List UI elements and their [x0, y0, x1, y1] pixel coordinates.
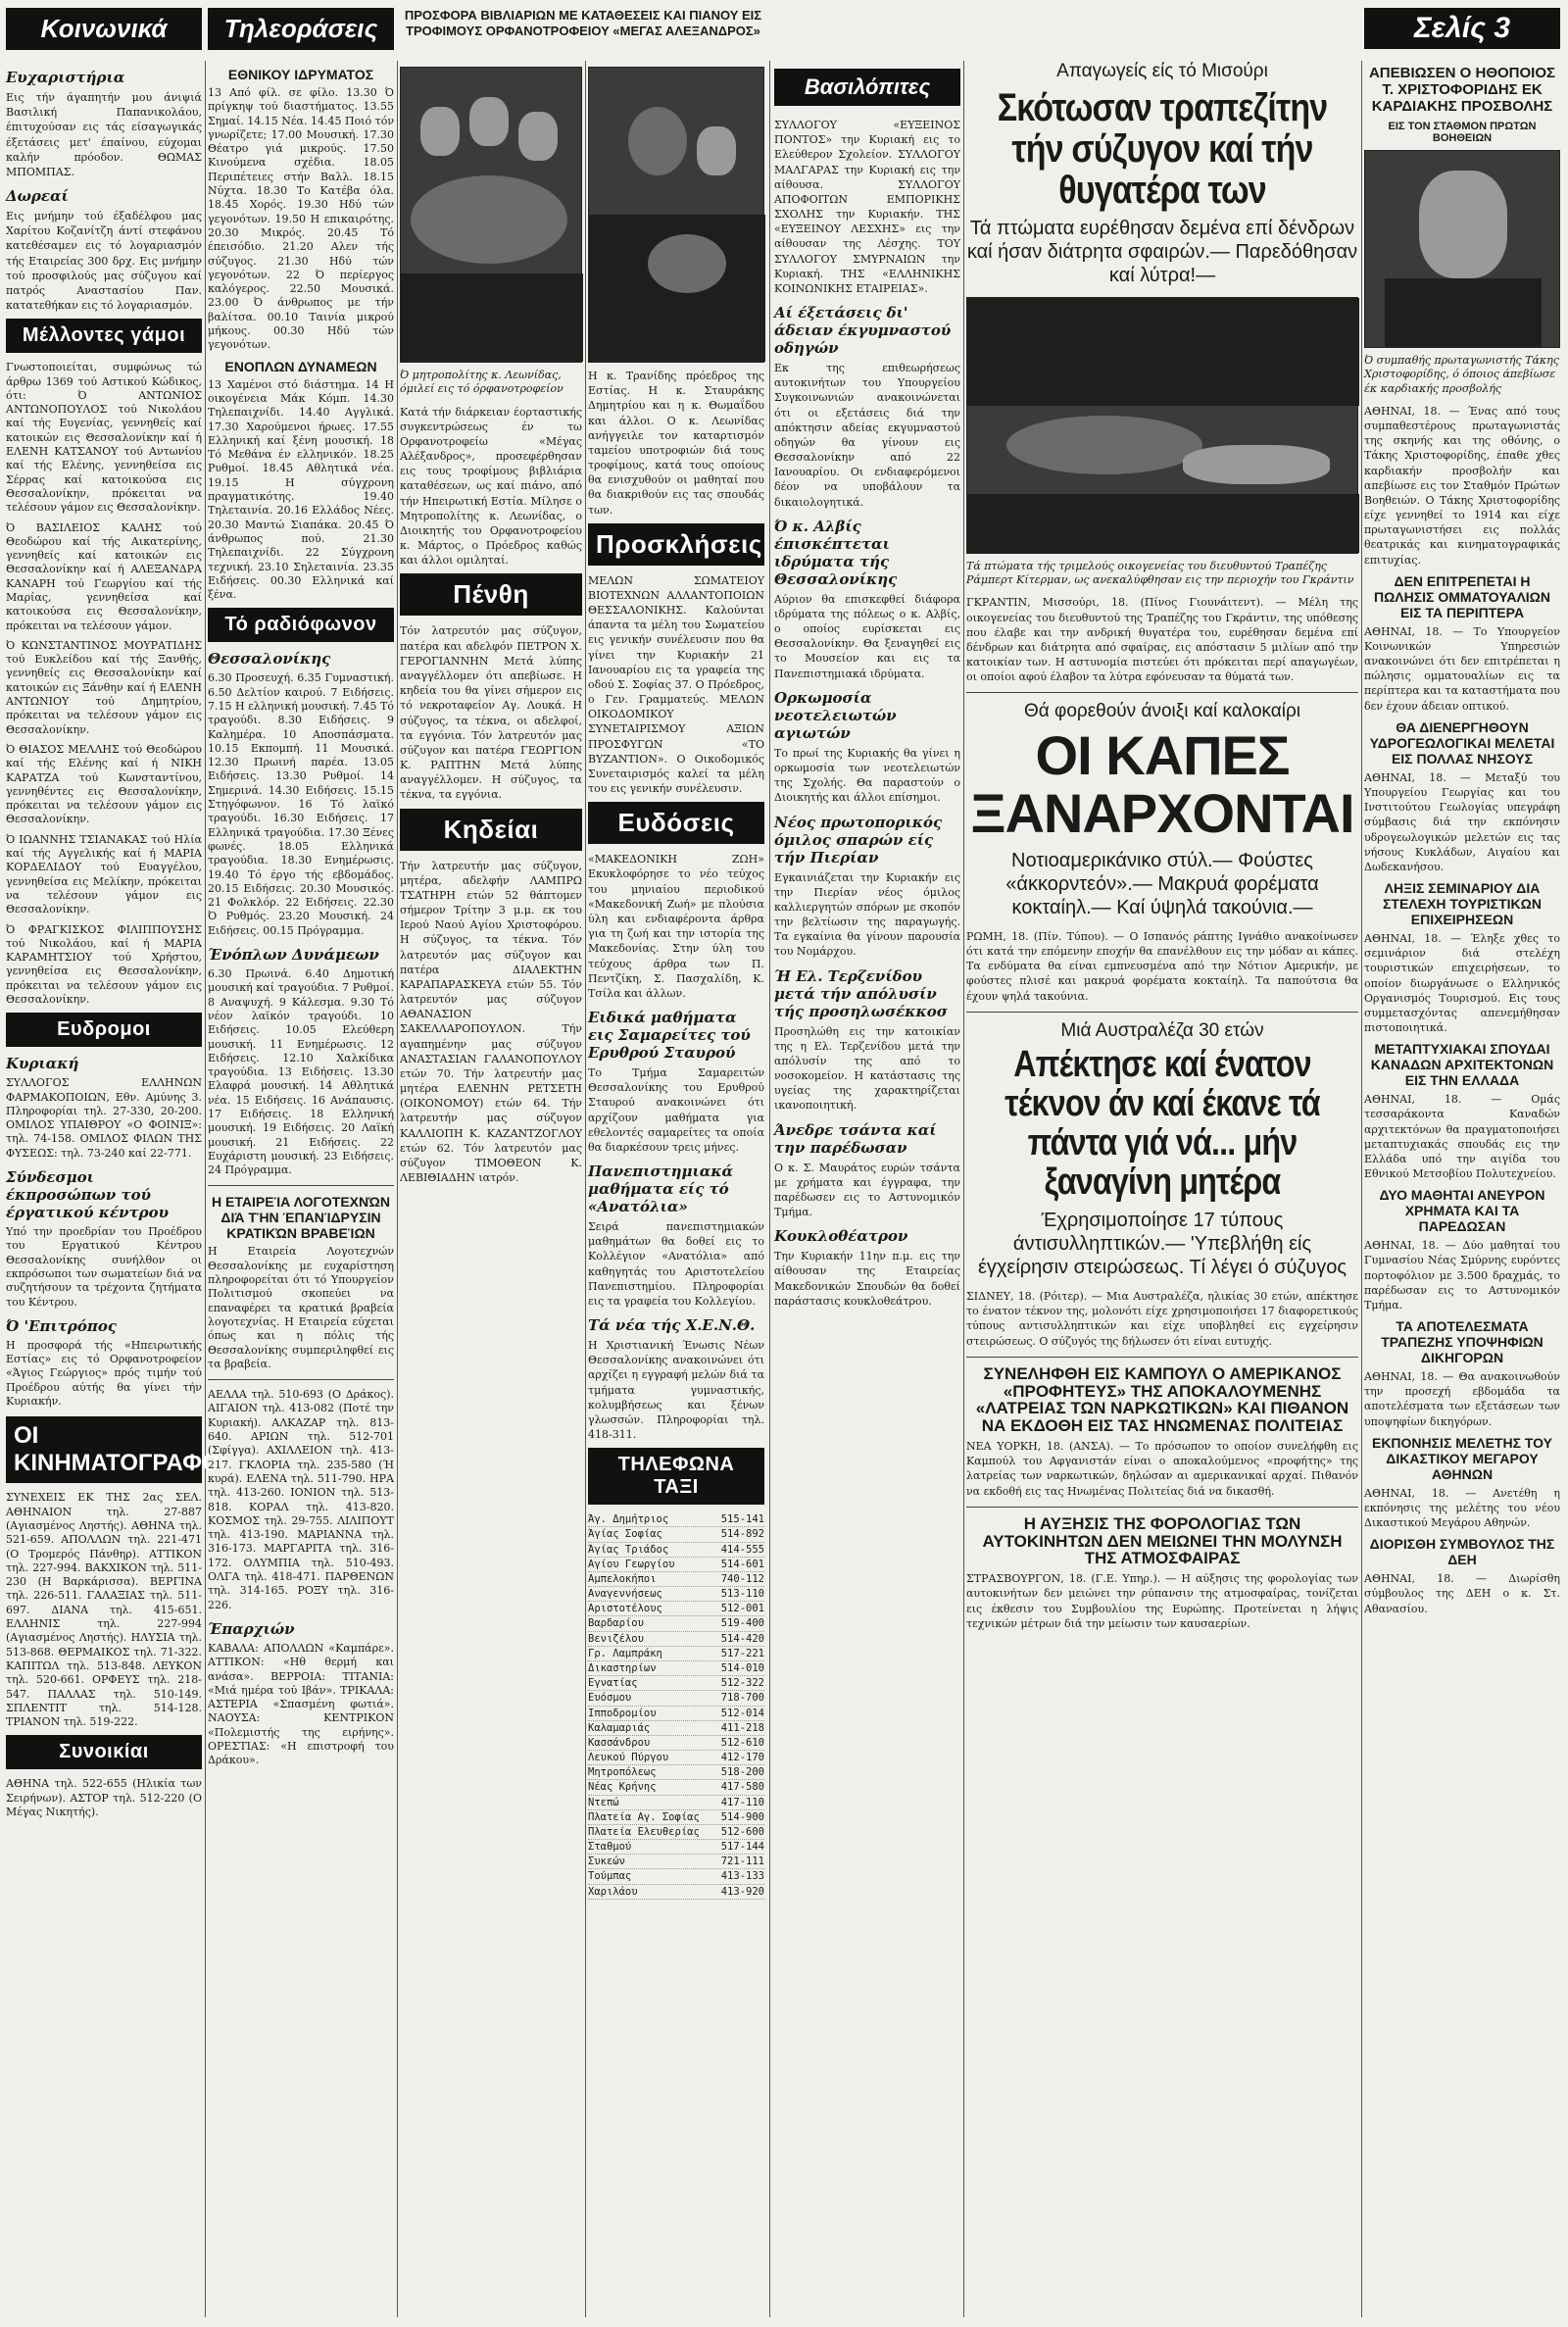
column-rule	[1361, 61, 1362, 2317]
article-text: Σειρά πανεπιστημιακών μαθημάτων θα δοθεί εις το Κολλέγιον «Ανατόλια» από καθηγητάς του Αριστοτελείου Πανεπιστημίου. Πληροφορίαι εις τα γραφεία του Κολλεγίου.	[588, 1220, 764, 1308]
taxi-phone: 517-144	[720, 1841, 764, 1854]
taxi-phone: 515-141	[720, 1513, 764, 1526]
taxi-row	[588, 1676, 764, 1691]
taxi-row	[588, 1751, 764, 1765]
taxi-area: Μητροπόλεως	[588, 1766, 657, 1779]
taxi-row	[588, 1840, 764, 1855]
taxi-phone: 414-555	[720, 1543, 764, 1556]
taxi-row	[588, 1796, 764, 1810]
article-text: ΣΤΡΑΣΒΟΥΡΓΟΝ, 18. (Γ.Ε. Υπηρ.). — Η αύξησις της φορολογίας των αυτοκινήτων δεν μειώνει την ρύπανσιν της ατμοσφαίρας, τονίζεται εις έκθεσιν του Συμβουλίου της Ευρώπης. Προτείνεται η λήψις τεχνικών μέτρων διά την μείωσιν των καυσαερίων.	[966, 1572, 1358, 1630]
radio-schedule: 6.30 Πρωινά. 6.40 Δημοτική μουσική καί τραγούδια. 7 Ρυθμοί. 8 Αναψυχή. 9 Κάλεσμα. 9.30 Τό νέον λαϊκόν τραγούδι. 10 Ειδήσεις. 10.05 Ελεύθερη μουσική. 11 Ενημέρωσις. 12 Ειδήσεις. 12.10 Χαλκίδικα τραγούδια. 13 Ειδήσεις. 13.30 Ελαφρά μουσική. 14 Αθλητικά νέα. 15 Ειδήσεις. 16 Ανάπαυσις. 17 Ειδήσεις. 18 Ελληνική μουσική. 19 Ειδήσεις. 20 Λαϊκή μουσική. 21 Ειδήσεις. 22 Ευχάριστη μουσική. 23 Ειδήσεις. 24 Πρόγραμμα.	[208, 967, 394, 1177]
article-text: ΑΘΗΝΑΙ, 18. — Διωρίσθη σύμβουλος της ΔΕΗ ο κ. Στ. Αθανασίου.	[1364, 1572, 1560, 1615]
subhead: Κουκλοθέατρον	[774, 1227, 908, 1246]
headline-missouri: Σκότωσαν τραπεζίτην τήν σύζυγον καί τήν θυγατέρα των	[997, 85, 1328, 212]
taxi-area: Αριστοτέλους	[588, 1603, 662, 1615]
taxi-row	[588, 1869, 764, 1884]
subhead: Σύνδεσμοι έκπροσώπων τού έργατικού κέντρου	[6, 1168, 170, 1222]
divider	[966, 1357, 1358, 1358]
column-rule	[585, 61, 586, 2317]
subhead: ΘΑ ΔΙΕΝΕΡΓΗΘΟΥΝ ΥΔΡΟΓΕΩΛΟΓΙΚΑΙ ΜΕΛΕΤΑΙ ΕΙΣ ΠΟΛΛΑΣ ΝΗΣΟΥΣ	[1369, 718, 1555, 767]
taxi-area: Χαριλάου	[588, 1885, 638, 1898]
section-head-taxi-phones: ΤΗΛΕΦΩΝΑ ΤΑΞΙ	[588, 1448, 764, 1505]
article-text: Ό ΙΩΑΝΝΗΣ ΤΣΙΑΝΑΚΑΣ τού Ηλία καί τής Αγγελικής καί ή ΜΑΡΙΑ ΚΟΡΔΕΛΙΔΟΥ τού Ευαγγέλου, γεννηθείσα εις Μελίκην, πρόκειται να τελέσουν γάμον εις Θεσσαλονίκην.	[6, 832, 202, 916]
divider	[966, 1507, 1358, 1508]
article-text: Εκ της επιθεωρήσεως αυτοκινήτων του Υπουργείου Συγκοινωνιών ανακοινώνεται ότι οι εξετάσεις διά την απόκτησιν αδείας εκγυμναστού οδηγών θα γίνουν εις Θεσσαλονίκην από 22 Ιανουαρίου. Οι ενδιαφερόμενοι δέον να υποβάλουν τα δικαιολογητικά.	[774, 362, 960, 509]
subhead: Έπαρχιών	[208, 1619, 295, 1638]
article-text: Εις μνήμην τού έξαδέλφου μας Χαρίτου Κοζανίτζη άντί στεφάνου κατεθέσαμεν εις τό λογαριασμόν τής Εταιρείας 300 δρχ. Εις μνήμην τού προσφιλούς μας σύζυγου καί πατρός Αναστασίου Παν. κατατεθήκαν εις τό λογαριασμόν.	[6, 210, 202, 313]
article-text: Τήν λατρευτήν μας σύζυγον, μητέρα, αδελφήν ΛΑΜΠΡΩ ΤΣΑΤΗΡΗ ετών 52 θάπτομεν σήμερον Τρίτην 3 μ.μ. εκ του Ιερού Ναού Αγίου Χριστοφόρου. Η σύζυγος, τα τέκνα. Τόν λατρευτόν μας σύζυγον και πατέρα ΔΙΑΛΕΚΤΗΝ ΚΑΡΑΠΑΡΑΣΚΕΥΑ ετών 55. Τόν λατρευτόν μας σύζυγον ΑΘΑΝΑΣΙΟΝ ΣΑΚΕΛΛΑΡΟΠΟΥΛΟΝ. Τήν αγαπημένην μας σύζυγον ΑΝΑΣΤΑΣΙΑΝ ΓΑΛΑΝΟΠΟΥΛΟΥ ετών 70. Τήν λατρευτήν μας μητέρα ΕΛΕΝΗΝ ΡΕΤΣΕΤΗ (ΟΙΚΟΝΟΜΟΥ) ετών 64. Τήν λατρευτήν μας σύζυγον ΚΑΛΛΙΟΠΗ Κ. ΚΑΖΑΝΤΖΟΓΛΟΥ ετών 62. Τόν λατρευτόν μας σύζυγον ΤΙΜΟΘΕΟΝ Κ. ΛΕΒΙΘΙΑΔΗΝ ιατρόν.	[400, 859, 582, 1185]
subhead: Δωρεαί	[6, 187, 69, 206]
article-text: Το πρωί της Κυριακής θα γίνει η ορκωμοσία των νεοτελειωτών της Σχολής. Θα παραστούν ο Διοικητής και άλλοι επίσημοι.	[774, 746, 960, 805]
taxi-phone: 517-221	[720, 1647, 764, 1659]
subhead: Πανεπιστημιακά μαθήματα είς τό «Ανατόλια»	[588, 1163, 734, 1216]
taxi-area: Βενιζέλου	[588, 1632, 644, 1645]
radio-schedule: 6.30 Προσευχή. 6.35 Γυμναστική. 6.50 Δελτίον καιρού. 7 Ειδήσεις. 7.15 Η ελληνική μουσική. 7.45 Τό τραγούδι. 8.30 Ειδήσεις. 9 Καλημέρα. 10 Αποσπάσματα. 10.15 Εκπομπή. 11 Μουσικά. 12.30 Πρωινή παρέα. 13.05 Ειδήσεις. 13.30 Ρυθμοί. 14 Σημερινά. 14.30 Ειδήσεις. 15.15 Στηγόφωνον. 16 Τό λαϊκό τραγούδι. 16.30 Ειδήσεις. 17 Ελληνικά τραγούδια. 17.30 Ξένες φωνές. 18.05 Ελληνικά τραγούδια. 18.30 Ενημέρωσις. 19.40 Τό έργο τής εβδομάδος. 20.15 Ειδήσεις. 20.30 Μουσικός. 21 Φολκλόρ. 22 Ειδήσεις. 22.30 Ό Ρυθμός. 23.20 Μουσική. 24 Ειδήσεις. 00.15 Πρόγραμμα.	[208, 671, 394, 937]
article-text: Ό ΦΡΑΓΚΙΣΚΟΣ ΦΙΛΙΠΠΟΥΣΗΣ τού Νικολάου, καί ή ΜΑΡΙΑ ΚΑΡΑΜΗΤΣΙΟΥ τού Χρήστου, γεννηθείσα εις Θεσσαλονίκην, πρόκειται να τελέσουν γάμον εις Θεσσαλονίκην.	[6, 922, 202, 1006]
article-text: Την Κυριακήν 11ην π.μ. εις την αίθουσαν της Εταιρείας Μακεδονικών Σπουδών θα δοθεί παράστασις κουκλοθεάτρου.	[774, 1250, 960, 1308]
subhead: ΕΝΟΠΛΩΝ ΔΥΝΑΜΕΩΝ	[224, 358, 377, 374]
taxi-phone: 512-610	[720, 1736, 764, 1749]
subhead: ΔΥΟ ΜΑΘΗΤΑΙ ΑΝΕΥΡΟΝ ΧΡΗΜΑΤΑ ΚΑΙ ΤΑ ΠΑΡΕΔΩΣΑΝ	[1379, 1187, 1545, 1235]
taxi-area: Κασσάνδρου	[588, 1736, 651, 1749]
headline-actor: ΑΠΕΒΙΩΣΕΝ Ο ΗΘΟΠΟΙΟΣ Τ. ΧΡΙΣΤΟΦΟΡΙΔΗΣ ΕΚ ΚΑΡΔΙΑΚΗΣ ΠΡΟΣΒΟΛΗΣ	[1368, 65, 1556, 115]
section-head-tv: Τηλεοράσεις	[208, 8, 394, 50]
article-text: ΑΘΗΝΑΙ, 18. — Ένας από τους συμπαθεστέρους πρωταγωνιστάς της σκηνής και της οθόνης, ο Τάκης Χριστοφορίδης, έπαθε χθες καρδιακήν προσβολήν και απεβίωσε εις τον Σταθμόν Πρώτων Βοηθειών. Ο Τάκης Χριστοφορίδης είχε γεννηθεί το 1914 και είχε πρωταγωνιστήσει εις πολλάς θεατρικάς και κινηματογραφικάς επιτυχίας.	[1364, 404, 1560, 567]
taxi-area: Ευόσμου	[588, 1692, 632, 1705]
taxi-phone: 417-110	[720, 1796, 764, 1808]
actor-portrait	[1364, 150, 1560, 348]
taxi-row	[588, 1543, 764, 1558]
taxi-row	[588, 1661, 764, 1676]
subhead: Ό κ. Αλβίς έπισκέπτεται ιδρύματα τής Θεσσαλονίκης	[774, 517, 898, 588]
missouri-photo	[966, 297, 1358, 554]
subhead: ΜΕΤΑΠΤΥΧΙΑΚΑΙ ΣΠΟΥΔΑΙ ΚΑΝΑΔΩΝ ΑΡΧΙΤΕΚΤΟΝΩΝ ΕΙΣ ΤΗΝ ΕΛΛΑΔΑ	[1370, 1041, 1554, 1089]
taxi-phone: 512-001	[720, 1603, 764, 1615]
taxi-phone: 519-400	[720, 1617, 764, 1630]
subhead: Ένόπλων Δυνάμεων	[208, 946, 379, 965]
article-text: ΓΚΡΑΝΤΙΝ, Μισσούρι, 18. (Πίνος Γιουνάιτεντ). — Μέλη της οικογενείας του διευθυντού της Τραπέζης του Γκράντιν, της υπόθεσης που έλαβε και την ανδρική θυγατέρα του, ευρέθησαν δεμένα επί δένδρων και διάτρητα από σφαίρας, εις απόστασιν 5 μιλίων από την κατοικίαν των. Η αστυνομία πιστεύει ότι πρόκειται περί απαγωγέων, οι οποίοι αφού έλαβον τα λύτρα εφόνευσαν τα θύματά των.	[966, 596, 1358, 684]
taxi-row	[588, 1765, 764, 1780]
subhead: Ή Ελ. Τερζενίδου μετά τήν απόλυσίν τής προσηλωσέκκοσ	[774, 966, 948, 1020]
article-text: ΑΘΗΝΑΙ, 18. — Το Υπουργείον Κοινωνικών Υπηρεσιών ανακοινώνει ότι δεν επιτρέπεται η πώλησις ομματουαλίων εις τα περίπτερα και τα καταστήματα που δεν έχουν άδειαν οπτικού.	[1364, 624, 1560, 713]
taxi-row	[588, 1647, 764, 1661]
taxi-row	[588, 1691, 764, 1706]
taxi-phone: 721-111	[720, 1856, 764, 1868]
article-text: Ο κ. Σ. Μαυράτος ευρών τσάντα με χρήματα και έγγραφα, την παρέδωσεν εις το Αστυνομικόν Τμήμα.	[774, 1161, 960, 1219]
taxi-area: Σταθμού	[588, 1841, 632, 1854]
subhead: ΕΚΠΟΝΗΣΙΣ ΜΕΛΕΤΗΣ ΤΟΥ ΔΙΚΑΣΤΙΚΟΥ ΜΕΓΑΡΟΥ ΑΘΗΝΩΝ	[1371, 1434, 1553, 1482]
article-text: Ό ΚΩΝΣΤΑΝΤΙΝΟΣ ΜΟΥΡΑΤΙΔΗΣ τού Ευκλείδου καί τής Ξανθής, γεννηθείς εις Θεσσαλονίκην καί κατοικών εις Ξάνθην καί ή ΕΛΕΝΗ ΑΝΤΩΝΙΟΥ τού Δημητρίου, πρόκειται να τελέσουν γάμον εις Θεσσαλονίκην.	[6, 638, 202, 736]
taxi-phone: 514-900	[720, 1810, 764, 1823]
taxi-phone-list	[588, 1512, 764, 1899]
deck-missouri: Τά πτώματα ευρέθησαν δεμένα επί δένδρων καί ήσαν διάτρητα σφαιρών.— Παρεδόθησαν καί λύτρα!—	[966, 217, 1358, 286]
taxi-row	[588, 1616, 764, 1631]
taxi-area: Λευκού Πύργου	[588, 1752, 669, 1764]
article-text: Η προσφορά τής «Ηπειρωτικής Εστίας» εις τό Ορφανοτροφείον «Άγιος Γεώργιος» πρός τιμήν τού Προέδρου αύτής θα γίνει τήν Κυριακήν.	[6, 1338, 202, 1409]
taxi-area: Αναγεννήσεως	[588, 1588, 662, 1601]
taxi-row	[588, 1707, 764, 1721]
taxi-area: Ιπποδρομίου	[588, 1707, 657, 1719]
article-text: ΣΥΛΛΟΓΟΣ ΕΛΛΗΝΩΝ ΦΑΡΜΑΚΟΠΟΙΩΝ, Εθν. Αμύνης 3. Πληροφορίαι τηλ. 27-330, 20-200. ΟΜΙΛΟΣ ΥΠΑΙΘΡΟΥ «Ο ΦΟΙΝΙΞ»: τηλ. 74-158. ΟΜΙΛΟΣ ΦΙΛΩΝ ΤΗΣ ΦΥΣΕΩΣ: τηλ. 73-240 καί 22-771.	[6, 1076, 202, 1160]
taxi-phone: 411-218	[720, 1721, 764, 1734]
taxi-area: Εγνατίας	[588, 1677, 638, 1690]
column-athens-news	[1364, 61, 1560, 2317]
taxi-row	[588, 1721, 764, 1736]
article-text: ΑΘΗΝΑΙ, 18. — Μεταξύ του Υπουργείου Γεωργίας και του Ινστιτούτου Γεωλογίας υπεγράφη σύμβασις διά την εκπόνησιν υδρογεωλογικών μελετών εις τας νήσους Κυκλάδων, Αιγαίου και Δωδεκανήσου.	[1364, 770, 1560, 873]
orphanage-photo	[400, 67, 582, 363]
taxi-phone: 512-600	[720, 1825, 764, 1838]
subhead: Νέος πρωτοπορικός όμιλος σπαρών είς τήν Πιερίαν	[774, 813, 943, 866]
taxi-area: Νέας Κρήνης	[588, 1781, 657, 1794]
cinema-listings: ΑΕΛΛΑ τηλ. 510-693 (Ο Δράκος). ΑΙΓΑΙΟΝ τηλ. 413-082 (Ποτέ την Κυριακή). ΑΛΚΑΖΑΡ τηλ. 813-640. ΑΡΙΩΝ τηλ. 512-701 (Σφίγγα). ΑΧΙΛΛΕΙΟΝ τηλ. 413-217. ΓΚΛΟΡΙΑ τηλ. 235-580 (Ή κυρά). ΕΛΕΝΑ τηλ. 511-790. ΗΡΑ τηλ. 413-260. ΙΟΝΙΟΝ τηλ. 513-818. ΚΟΡΑΛ τηλ. 413-820. ΚΟΣΜΟΣ τηλ. 29-755. ΛΙΛΙΠΟΥΤ τηλ. 413-190. ΜΑΡΙΑΝΝΑ τηλ. 316-173. ΜΑΡΓΑΡΙΤΑ τηλ. 316-172. ΟΛΥΜΠΙΑ τηλ. 510-493. ΟΛΓΑ τηλ. 418-471. ΠΑΡΘΕΝΩΝ τηλ. 314-165. ΡΟΞΥ τηλ. 316-226.	[208, 1388, 394, 1611]
subhead: Τά νέα τής Χ.Ε.Ν.Θ.	[588, 1316, 756, 1335]
page-number-label: Σελίς 3	[1364, 8, 1560, 49]
taxi-row	[588, 1602, 764, 1616]
article-text: Τόν λατρευτόν μας σύζυγον, πατέρα και αδελφόν ΠΕΤΡΟΝ Χ. ΓΕΡΟΓΙΑΝΝΗΝ Μετά λύπης αναγγέλλομεν ότι απεβίωσε. Η κηδεία του θα γίνει σήμερον εις τό νεκροταφείον Αγ. Λουκά. Η σύζυγος, τα τέκνα, οι αδελφοί, τα εγγόνια. Τόν λατρευτόν μας σύζυγον και πατέρα ΓΕΩΡΓΙΟΝ Κ. ΡΑΠΤΗΝ Μετά λύπης αναγγέλλομεν. Η σύζυγος, τα τέκνα, τα εγγόνια.	[400, 624, 582, 802]
taxi-area: Άγίας Τριάδος	[588, 1543, 669, 1556]
taxi-area: Ντεπώ	[588, 1796, 619, 1808]
column-world-news	[966, 59, 1358, 2317]
photo-caption: Ό μητροπολίτης κ. Λεωνίδας, όμιλεί εις τό όρφανοτροφείον	[400, 369, 564, 396]
section-head-editions: Ευδόσεις	[588, 802, 764, 844]
taxi-phone: 512-322	[720, 1677, 764, 1690]
taxi-area: Συκεών	[588, 1856, 625, 1868]
section-head-vasilopites: Βασιλόπιτες	[774, 69, 960, 106]
divider	[966, 1012, 1358, 1013]
taxi-row	[588, 1572, 764, 1587]
section-head-invitations: Προσκλήσεις	[588, 523, 764, 566]
article-text: Το Τμήμα Σαμαρειτών Θεσσαλονίκης του Ερυθρού Σταυρού ανακοινώνει ότι αρχίζουν μαθήματα για εθελοντές σαμαρείτες τα οποία θα διαρκέσουν τρεις μήνες.	[588, 1066, 764, 1154]
article-text: ΝΕΑ ΥΟΡΚΗ, 18. (ΑΝΣΑ). — Το πρόσωπον το οποίον συνελήφθη εις Καμπούλ του Αφγανιστάν είναι ο αποκαλούμενος «προφήτης» της λατρείας των ναρκωτικών, δηλώσαν αι αμερικανικαί αρχαί. Πιθανόν να εκδοθή εις τας Ηνωμένας Πολιτείας διά να δικασθή.	[966, 1440, 1358, 1498]
taxi-area: Άγ. Δημήτριος	[588, 1513, 669, 1526]
kicker: Μιά Αυστραλέζα 30 ετών	[1060, 1019, 1264, 1041]
article-text: ΜΕΛΩΝ ΣΩΜΑΤΕΙΟΥ ΒΙΟΤΕΧΝΩΝ ΑΛΛΑΝΤΟΠΟΙΩΝ ΘΕΣΣΑΛΟΝΙΚΗΣ. Καλούνται άπαντα τα μέλη του Σωματείου εις γενικήν συνέλευσιν που θα γίνει την Κυριακήν 21 Ιανουαρίου εις τα γραφεία της οδού Σ. Σοφίας 37. Ο Πρόεδρος, ο Γεν. Γραμματεύς. ΜΕΛΩΝ ΟΙΚΟΔΟΜΙΚΟΥ ΣΥΝΕΤΑΙΡΙΣΜΟΥ ΑΞΙΩΝ ΠΡΟΣΦΥΓΩΝ «ΤΟ ΒΥΖΑΝΤΙΟΝ». Ο Οικοδομικός Συνεταιρισμός καλεί τα μέλη του εις γενικήν συνέλευσιν.	[588, 573, 764, 796]
taxi-area: Τούμπας	[588, 1870, 632, 1883]
article-text: ΑΘΗΝΑΙ, 18. — Έληξε χθες το σεμινάριον διά στελέχη τουριστικών επιχειρήσεων, το οποίον διωργάνωσε ο Ελληνικός Οργανισμός Τουρισμού. Εις τους συμμετασχόντας απενεμήθησαν πιστοποιητικά.	[1364, 932, 1560, 1035]
article-text: ΑΘΗΝΑΙ, 18. — Ομάς τεσσαράκοντα Καναδών αρχιτεκτόνων θα πραγματοποιήσει μεταπτυχιακάς σπουδάς εις την Ελλάδα υπό την αιγίδα του Εθνικού Μετσοβίου Πολυτεχνείου.	[1364, 1093, 1560, 1181]
taxi-row	[588, 1558, 764, 1572]
section-head-radio: Τό ραδιόφωνον	[208, 608, 394, 642]
taxi-area: Πλατεία Αγ. Σοφίας	[588, 1810, 700, 1823]
deck-australian: Έχρησιμοποίησε 17 τύπους άντισυλληπτικών.— 'Υπεβλήθη είς έγχείρησιν στειρώσεως. Τί λέγει ό σύζυγος	[977, 1210, 1347, 1279]
headline-kabul: ΣΥΝΕΛΗΦΘΗ ΕΙΣ ΚΑΜΠΟΥΛ Ο ΑΜΕΡΙΚΑΝΟΣ «ΠΡΟΦΗΤΕΥΣ» ΤΗΣ ΑΠΟΚΑΛΟΥΜΕΝΗΣ «ΛΑΤΡΕΙΑΣ ΤΩΝ ΝΑΡΚΩΤΙΚΩΝ» ΚΑΙ ΠΙΘΑΝΟΝ ΝΑ ΕΚΔΟΘΗ ΕΙΣ ΤΑΣ ΗΝΩΜΕΝΑΣ ΠΟΛΙΤΕΙΑΣ	[975, 1363, 1349, 1436]
divider	[966, 692, 1358, 693]
article-text: Αύριον θα επισκεφθεί διάφορα ιδρύματα της πόλεως ο κ. Αλβίς, ο οποίος ευρίσκεται εις Θεσσαλονίκην. Θα ξεναγηθεί εις το Μουσείον και εις τα Πανεπιστημιακά ιδρύματα.	[774, 592, 960, 680]
photo-caption: Τά πτώματα τής τριμελούς οικογενείας του διευθυντού Τραπέζης Ράμπερτ Κίτερμαν, ως ανεκαλύφθησαν εις την περιοχήν του Γκράντιν	[966, 559, 1354, 587]
taxi-area: Αγίου Γεωργίου	[588, 1558, 675, 1570]
subhead: Θεσσαλονίκης	[208, 650, 331, 668]
subhead: ΔΙΟΡΙΣΘΗ ΣΥΜΒΟΥΛΟΣ ΤΗΣ ΔΕΗ	[1369, 1536, 1555, 1568]
divider	[208, 1379, 394, 1380]
subhead: ΤΑ ΑΠΟΤΕΛΕΣΜΑΤΑ ΤΡΑΠΕΖΗΣ ΥΠΟΨΗΦΙΩΝ ΔΙΚΗΓΟΡΩΝ	[1381, 1318, 1544, 1366]
article-text: Κατά τήν διάρκειαν έορταστικής συγκεντρώσεως έν τω Ορφανοτροφείω «Μέγας Αλέξανδρος», προσεφέρθησαν εις τους τροφίμους βιβλιάρια καταθέσεων, ως καί πιάνο, από τήν Ηπειρωτική Εστία. Μίλησε ο Μητροπολίτης κ. Λεωνίδας, ο Διοικητής του Ορφανοτροφείου κ. Μάρτος, ο Πρόεδρος καθώς και άλλοι ομιληταί.	[400, 405, 582, 568]
subhead: Κυριακή	[6, 1055, 79, 1073]
section-head-weddings: Μέλλοντες γάμοι	[6, 319, 202, 353]
article-text: Προσηλώθη εις την κατοικίαν της η Ελ. Τερζενίδου μετά την απόλυσίν της από το νοσοκομείον. Η κατάστασις της υγείας της χαρακτηρίζεται ικανοποιητική.	[774, 1024, 960, 1113]
taxi-area: Αμπελοκήποι	[588, 1572, 657, 1585]
center-top-headline: ΠΡΟΣΦΟΡΑ ΒΙΒΛΙΑΡΙΩΝ ΜΕ ΚΑΤΑΘΕΣΕΙΣ ΚΑΙ ΠΙΑΝΟΥ ΕΙΣ ΤΡΟΦΙΜΟΥΣ ΟΡΦΑΝΟΤΡΟΦΕΙΟΥ «ΜΕΓΑΣ ΑΛΕΞΑΝΔΡΟΣ»	[404, 8, 762, 39]
article-text: ΣΙΔΝΕΥ, 18. (Ρόιτερ). — Μια Αυστραλέζα, ηλικίας 30 ετών, απέκτησε το ένατον τέκνον της, μολονότι είχε χρησιμοποιήσει 17 διαφορετικούς τύπους αντισυλληπτικών και είχε υποβληθεί εις εγχείρησιν στειρώσεως. Ο σύζυγός της δήλωσεν ότι είναι ευτυχής.	[966, 1290, 1358, 1348]
column-tv-radio	[208, 61, 394, 2317]
taxi-phone: 512-014	[720, 1707, 764, 1719]
article-text: ΑΘΗΝΑΙ, 18. — Θα ανακοινωθούν την προσεχή εβδομάδα τα αποτελέσματα των εξετάσεων των υποψηφίων δικηγόρων.	[1364, 1370, 1560, 1428]
article-text: ΡΩΜΗ, 18. (Πίν. Τύπου). — Ο Ισπανός ράπτης Ιγνάθιο ανακοίνωσεν ότι κατά την επόμενην εποχήν θα επανέλθουν εις την μόδαν αι κάπες. Τα ενδύματα θα είναι εμπνευσμένα από την Νότιον Αμερικήν, με φούστες πλισέ και μακρυά φορέματα κοκταίηλ. Τα παπούτσια θα έχουν ψηλά τακούνια.	[966, 929, 1358, 1003]
subhead: Ευχαριστήρια	[6, 69, 125, 86]
ceremony-photo	[588, 67, 764, 363]
column-local-news	[774, 118, 960, 2317]
column-rule	[397, 61, 398, 2317]
article-text: Η Εταιρεία Λογοτεχνών Θεσσαλονίκης με ευχαρίστηση πληροφορείται ότι τό Υπουργείον Πολιτισμού σκοπεύει να επαναφέρει τα κρατικά βραβεία λογοτεχνίας. Η Εταιρεία εύχεται όπως και η πόλις τής Θεσσαλονίκης συμπεριληφθεί εις τα βραβεία.	[208, 1245, 394, 1370]
subhead: Αί έξετάσεις δι' άδειαν έκγυμναστού οδηγών	[774, 304, 952, 358]
photo-caption: Ό συμπαθής πρωταγωνιστής Τάκης Χριστοφορίδης, ό όποιος άπεβίωσε έκ καρδιακής προσβολής	[1364, 354, 1559, 395]
article-text: Ό ΒΑΣΙΛΕΙΟΣ ΚΑΛΗΣ τού Θεοδώρου καί τής Αικατερίνης, γεννηθείς καί κατοικών εις Θεσσαλονίκην καί ή ΑΛΕΞΑΝΔΡΑ ΚΑΝΑΡΗ τού Γεωργίου καί τής Μαρίας, γεννηθείσα καί κατοικούσα εις Θεσσαλονίκην, πρόκειται να τελέσουν γάμον.	[6, 520, 202, 632]
taxi-area: Άγίας Σοφίας	[588, 1528, 662, 1541]
column-notices	[588, 61, 764, 2317]
article-text: ΣΥΛΛΟΓΟΥ «ΕΥΞΕΙΝΟΣ ΠΟΝΤΟΣ» την Κυριακή εις το Ελεύθερον Σχολείον. ΣΥΛΛΟΓΟΥ ΜΑΛΓΑΡΑΣ την Κυριακή εις την αίθουσα. ΣΥΛΛΟΓΟΥ ΑΠΟΦΟΙΤΩΝ ΕΜΠΟΡΙΚΗΣ ΣΧΟΛΗΣ την Κυριακήν. ΤΗΣ «ΕΥΞΕΙΝΟΥ ΛΕΣΧΗΣ» εις την αίθουσαν της Λέσχης. ΤΟΥ ΣΥΛΛΟΓΟΥ ΣΜΥΡΝΑΙΩΝ την Κυριακή. ΤΗΣ «ΕΛΛΗΝΙΚΗΣ ΚΟΙΝΩΝΙΚΗΣ ΕΤΑΙΡΕΙΑΣ».	[774, 119, 960, 295]
taxi-phone: 413-920	[720, 1885, 764, 1898]
article-text: Εις τήν άγαπητήν μου άνιψιά Βασιλική Παπανικολάου, έπιτυχούσαν εις τάς είσαγωγικάς έξετάσεις μετ' έπαίνου, εύχομαι καλήν πρόοδον. ΘΩΜΑΣ ΜΠΟΜΠΑΣ.	[6, 91, 202, 178]
taxi-phone: 413-133	[720, 1870, 764, 1883]
section-head-social: Κοινωνικά	[6, 8, 202, 50]
column-orphanage	[400, 61, 582, 2317]
section-head-cinemas: ΟΙ ΚΙΝΗΜΑΤΟΓΡΑΦΟΙ	[6, 1416, 202, 1483]
taxi-area: Βαρδαρίου	[588, 1617, 644, 1630]
taxi-row	[588, 1587, 764, 1602]
kicker: Απαγωγείς είς τό Μισούρι	[1056, 61, 1268, 81]
subhead: ΕΙΣ ΤΟΝ ΣΤΑΘΜΟΝ ΠΡΩΤΩΝ ΒΟΗΘΕΙΩΝ	[1388, 121, 1537, 144]
taxi-phone: 740-112	[720, 1572, 764, 1585]
taxi-phone: 514-892	[720, 1528, 764, 1541]
subhead: Άνεδρε τσάντα καί την παρέδωσαν	[774, 1120, 937, 1157]
article-text: Υπό την προεδρίαν του Προέδρου του Εργατικού Κέντρου Θεσσαλονίκης συνήλθον οι εκπρόσωποι των σωματείων διά να συζητήσουν τα τρέχοντα ζητήματα του Κέντρου.	[6, 1225, 202, 1309]
column-rule	[769, 61, 770, 2317]
column-rule	[205, 61, 206, 2317]
taxi-row	[588, 1527, 764, 1542]
taxi-phone: 518-200	[720, 1766, 764, 1779]
taxi-phone: 514-601	[720, 1558, 764, 1570]
subhead: Ορκωμοσία νεοτελειωτών αγιωτών	[774, 688, 897, 742]
article-text: «ΜΑΚΕΔΟΝΙΚΗ ΖΩΗ» Εκυκλοφόρησε το νέο τεύχος του μηνιαίου περιοδικού «Μακεδονική Ζωή» με πλούσια ύλη και ενδιαφέροντα άρθρα για τη ζωή και την ιστορία της Μακεδονίας. Στην ύλη του τεύχους άρθρα των Π. Πεντζίκη, Σ. Πασχαλίδη, Κ. Τσίλα και άλλων.	[588, 853, 764, 1000]
deck-capes: Νοτιοαμερικάνικο στύλ.— Φούστες «άκκορντεόν».— Μακρυά φορέματα κοκταίηλ.— Καί ύψηλά τακούνια.—	[1005, 849, 1319, 918]
subhead: ΕΘΝΙΚΟΥ ΙΔΡΥΜΑΤΟΣ	[227, 67, 374, 82]
taxi-area: Δικαστηρίων	[588, 1662, 657, 1674]
taxi-phone: 514-010	[720, 1662, 764, 1674]
article-text: ΑΘΗΝΑ τηλ. 522-655 (Ηλικία των Σειρήνων). ΑΣΤΟΡ τηλ. 512-220 (Ο Μέγας Νικητής).	[6, 1777, 202, 1818]
subhead: ΛΗΞΙΣ ΣΕΜΙΝΑΡΙΟΥ ΔΙΑ ΣΤΕΛΕΧΗ ΤΟΥΡΙΣΤΙΚΩΝ ΕΠΙΧΕΙΡΗΣΕΩΝ	[1383, 880, 1542, 928]
taxi-area: Καλαμαριάς	[588, 1721, 651, 1734]
taxi-phone: 417-580	[720, 1781, 764, 1794]
subhead: Η ΕΤΑΙΡΕΊΑ ΛΟΓΟΤΕΧΝΏΝ ΔΙΆ ΤΉΝ ΈΠΑΝΊΔΡΥΣΙΝ ΚΡΑΤΙΚΏΝ ΒΡΑΒΕΊΩΝ	[212, 1194, 390, 1242]
article-text: ΑΘΗΝΑΙ, 18. — Δύο μαθηταί του Γυμνασίου Νέας Σμύρνης ευρόντες πορτοφόλιον με 3.500 δραχμάς, το παρέδωσαν εις το Αστυνομικόν Τμήμα.	[1364, 1239, 1560, 1312]
subhead: Ό 'Επιτρόπος	[6, 1316, 117, 1335]
subhead: Ειδικά μαθήματα εις Σαμαρείτες τού Ερυθρού Σταυρού	[588, 1009, 751, 1063]
section-head-neighborhoods: Συνοικίαι	[6, 1735, 202, 1769]
cinema-listings: ΣΥΝΕΧΕΙΣ ΕΚ ΤΗΣ 2ας ΣΕΛ. ΑΘΗΝΑΙΟΝ τηλ. 27-887 (Αγιασμένος Ληστής). ΑΘΗΝΑ τηλ. 521-659. ΑΠΟΛΛΩΝ τηλ. 221-471 (Ο Τρομερός Πάνθηρ). ΑΤΤΙΚΟΝ τηλ. 227-994. ΒΑΚΧΙΚΟΝ τηλ. 511-230 (Η Βαρκάρισσα). ΒΕΡΓΙΝΑ τηλ. 226-511. ΓΑΛΑΞΙΑΣ τηλ. 511-697. ΔΙΑΝΑ τηλ. 415-651. ΕΛΛΗΝΙΣ τηλ. 227-994 (Αγιασμένος Ληστής). ΗΛΥΣΙΑ τηλ. 513-868. ΘΕΡΜΑΙΚΟΣ τηλ. 71-322. ΚΑΠΙΤΩΛ τηλ. 513-848. ΛΕΥΚΟΝ τηλ. 520-661. ΟΡΦΕΥΣ τηλ. 218-547. ΠΑΛΛΑΣ τηλ. 510-149. ΣΠΛΕΝΤΙΤ τηλ. 514-128. ΤΡΙΑΝΟΝ τηλ. 519-222.	[6, 1491, 202, 1729]
cinema-listings: ΚΑΒΑΛΑ: ΑΠΟΛΛΩΝ «Καμπάρε». ΑΤΤΙΚΟΝ: «Ηθ θερμή και ανάσα». ΒΕΡΡΟΙΑ: ΤΙΤΑΝΙΑ: «Μιά ημέρα τού Ιβάν». ΤΡΙΚΑΛΑ: ΑΣΤΕΡΙΑ «Σπασμένη φωτιά». ΝΑΟΥΣΑ: ΚΕΝΤΡΙΚΟΝ «Πολεμιστής της ειρήνης». ΟΡΕΣΤΙΑΣ: «Η επιστροφή του Δράκου».	[208, 1641, 394, 1767]
taxi-row	[588, 1632, 764, 1647]
divider	[208, 1185, 394, 1186]
section-head-funerals: Κηδείαι	[400, 809, 582, 851]
subhead: ΔΕΝ ΕΠΙΤΡΕΠΕΤΑΙ Η ΠΩΛΗΣΙΣ ΟΜΜΑΤΟΥΑΛΙΩΝ ΕΙΣ ΤΑ ΠΕΡΙΠΤΕΡΑ	[1373, 572, 1551, 620]
taxi-phone: 412-170	[720, 1752, 764, 1764]
article-text: Η κ. Τρανίδης πρόεδρος της Εστίας. Η κ. Σταυράκης Δημητρίου και η κ. Θωμαΐδου και άλλοι. Ο κ. Λεωνίδας ανήγγειλε τον καταρτισμόν ταμείου υποτροφιών διά τους τροφίμους, κατά τους οποίους θα ενισχυθούν οι μαθηταί που θα διακριθούν εις τας σπουδάς των.	[588, 370, 764, 517]
headline-capes: ΟΙ ΚΑΠΕΣ ΞΑΝΑΡΧΟΝΤΑΙ	[970, 724, 1354, 845]
taxi-area: Γρ. Λαμπράκη	[588, 1647, 662, 1659]
column-rule	[963, 61, 964, 2317]
tv-schedule: 13 Από φίλ. σε φίλο. 13.30 Ό πρίγκηψ τού διαστήματος. 13.55 Σημαί. 14.15 Νέα. 14.45 Ποιό τόν γνωρίζετε; 17.00 Μουσική. 17.30 Θέατρο γιά μικρούς. 17.50 Κινούμενα σχέδια. 18.05 Περιπέτειες στήν Βαλλ. 18.15 Νύχτα. 18.30 Το Κατέβα όλα. 18.45 Χορός. 19.30 Ηδύ τών γεγονότων. 19.50 Η επικαιρότης. 20.30 Μικρός. 20.45 Τό έπεισόδιο. 21.20 Αλεν τής σύζυγος. 21.30 Ηδύ τών γεγονότων. 22 Ό περίεργος καλόγερος. 22.50 Μουσικά. 23.00 Ό άνθρωπος με τήν βαλίτσα. 00.10 Ταινία μικρού μήκους. 00.30 Ηδύ τών γεγονότων.	[208, 86, 395, 352]
taxi-row	[588, 1825, 764, 1840]
section-head-mourning: Πένθη	[400, 573, 582, 616]
article-text: Ό ΘΙΑΣΟΣ ΜΕΛΛΗΣ τού Θεοδώρου καί τής Ελένης καί ή ΝΙΚΗ ΚΑΡΑΤΖΑ τού Κωνσταντίνου, γεννηθέντες εις Θεσσαλονίκην, πρόκειται να τελέσουν γάμον εις Θεσσαλονίκην.	[6, 742, 202, 826]
taxi-phone: 718-700	[720, 1692, 764, 1705]
taxi-row	[588, 1512, 764, 1527]
article-text: ΑΘΗΝΑΙ, 18. — Ανετέθη η εκπόνησις της μελέτης του νέου Δικαστικού Μεγάρου Αθηνών.	[1364, 1486, 1560, 1530]
taxi-phone: 514-420	[720, 1632, 764, 1645]
taxi-row	[588, 1855, 764, 1869]
taxi-area: Πλατεία Ελευθερίας	[588, 1825, 700, 1838]
taxi-row	[588, 1780, 764, 1795]
kicker: Θά φορεθούν άνοιξι καί καλοκαίρι	[1023, 701, 1301, 722]
taxi-row	[588, 1885, 764, 1900]
taxi-row	[588, 1810, 764, 1825]
headline-australian: Απέκτησε καί ένατον τέκνον άν καί έκανε τά πάντα γιά νά... μήν ξαναγίνη μητέρα	[1004, 1044, 1320, 1204]
taxi-row	[588, 1736, 764, 1751]
section-head-excursions: Ευδρομοι	[6, 1013, 202, 1047]
article-text: Η Χριστιανική Ένωσις Νέων Θεσσαλονίκης ανακοινώνει ότι αρχίζει η εγγραφή μελών διά τα τμήματα γυμναστικής, κολυμβήσεως και ξένων γλωσσών. Πληροφορίαι τηλ. 418-311.	[588, 1339, 764, 1442]
headline-cars-tax: Η ΑΥΞΗΣΙΣ ΤΗΣ ΦΟΡΟΛΟΓΙΑΣ ΤΩΝ ΑΥΤΟΚΙΝΗΤΩΝ ΔΕΝ ΜΕΙΩΝΕΙ ΤΗΝ ΜΟΛΥΝΣΗ ΤΗΣ ΑΤΜΟΣΦΑΙΡΑΣ	[982, 1513, 1343, 1568]
article-text: Γνωστοποιείται, συμφώνως τώ άρθρω 1369 τού Αστικού Κώδικος, ότι: Ό ΑΝΤΩΝΙΟΣ ΑΝΤΩΝΟΠΟΥΛΟΣ τού Νικολάου καί τής Ευγενίας, γεννηθείς καί κατοικών εις Θεσσαλονίκην καί ή ΕΛΕΝΗ ΚΑΤΣΑΝΟΥ τού Αντωνίου καί τής Ελένης, γεννηθείσα εις Σέρρας καί κατοικούσα εις Θεσσαλονίκην, πρόκειται να τελέσουν γάμον εις Θεσσαλονίκην.	[6, 361, 202, 515]
article-text: Εγκαινιάζεται την Κυριακήν εις την Πιερίαν νέος όμιλος καλλιεργητών σπόρων με σκοπόν την βελτίωσιν της παραγωγής. Τα εγκαίνια θα γίνουν παρουσία του Νομάρχου.	[774, 870, 960, 959]
taxi-phone: 513-110	[720, 1588, 764, 1601]
column-social	[6, 61, 227, 2317]
tv-schedule: 13 Χαμένοι στό διάστημα. 14 Η οικογένεια Μάκ Κόμπ. 14.30 Τηλεπαιχνίδι. 14.40 Αγγλικά. 17.30 Χαρούμενοι ήρωες. 17.55 Ελληνική καί ξένη μουσική. 18 Τό Μεθάνα έν ελληνικόν. 18.25 Ρυθμοί. 18.45 Αθλητικά νέα. 19.15 Η σύγχρονη πραγματικότης. 19.40 Τηλεταινία. 20.16 Ελλάδος Νέες. 20.30 Μαντώ Σιαπάκα. 20.45 Ό άνθρωπος πού. 21.30 Τηλεπαιχνίδι. 22 Σύγχρονη τεχνική. 23.10 Σηλεταινία. 23.35 Ειδήσεις. 00.30 Ελληνικά καί ξένα.	[208, 377, 394, 602]
